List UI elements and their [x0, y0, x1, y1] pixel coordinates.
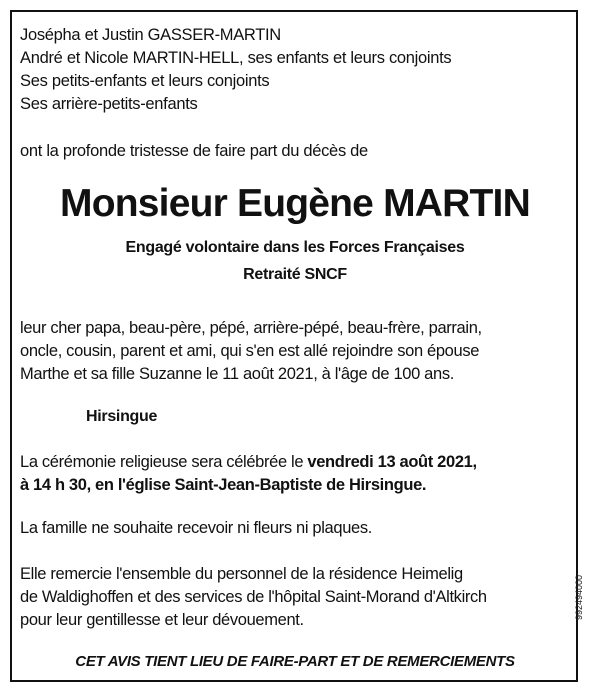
flowers-note [20, 517, 372, 540]
thanks-line: Elle remercie l'ensemble du personnel de la résidence Heimelig [20, 565, 463, 583]
ceremony-date: vendredi 13 août 2021, [307, 453, 477, 471]
thanks-line: de Waldighoffen et des services de l'hôpital Saint-Morand d'Altkirch [20, 588, 487, 606]
title-line: Engagé volontaire dans les Forces Françaises [125, 239, 465, 256]
ceremony-line-2 [20, 474, 477, 497]
ceremony-paragraph [20, 451, 477, 497]
reference-number: 992494000 [574, 574, 584, 620]
footer-note: CET AVIS TIENT LIEU DE FAIRE-PART ET DE REMERCIEMENTS [75, 653, 515, 670]
flowers-line: La famille ne souhaite recevoir ni fleurs ni plaques. [20, 519, 372, 537]
ceremony-line-1 [20, 451, 477, 474]
thanks-paragraph [20, 563, 487, 632]
family-line: Ses petits-enfants et leurs conjoints [20, 72, 270, 90]
ceremony-time-place: à 14 h 30, en l'église Saint-Jean-Baptiste de Hirsingue. [20, 476, 427, 494]
ceremony-intro: La cérémonie religieuse sera célébrée le [20, 453, 308, 471]
title-line: Retraité SNCF [243, 266, 347, 283]
deceased-name: Monsieur Eugène MARTIN [60, 182, 530, 225]
family-line: Ses arrière-petits-enfants [20, 95, 198, 113]
family-list [20, 24, 451, 116]
relation-paragraph [20, 317, 482, 386]
relation-line: leur cher papa, beau-père, pépé, arrière-pépé, beau-frère, parrain, [20, 319, 482, 337]
relation-line: oncle, cousin, parent et ami, qui s'en est allé rejoindre son épouse [20, 342, 480, 360]
relation-line: Marthe et sa fille Suzanne le 11 août 2021, à l'âge de 100 ans. [20, 365, 454, 383]
thanks-line: pour leur gentillesse et leur dévouement. [20, 611, 304, 629]
family-line: Joséphа et Justin GASSER-MARTIN [20, 26, 281, 44]
family-line: André et Nicole MARTIN-HELL, ses enfants et leurs conjoints [20, 49, 452, 67]
place-heading: Hirsingue [86, 408, 158, 425]
announcement-text: ont la profonde tristesse de faire part du décès de [20, 142, 368, 160]
